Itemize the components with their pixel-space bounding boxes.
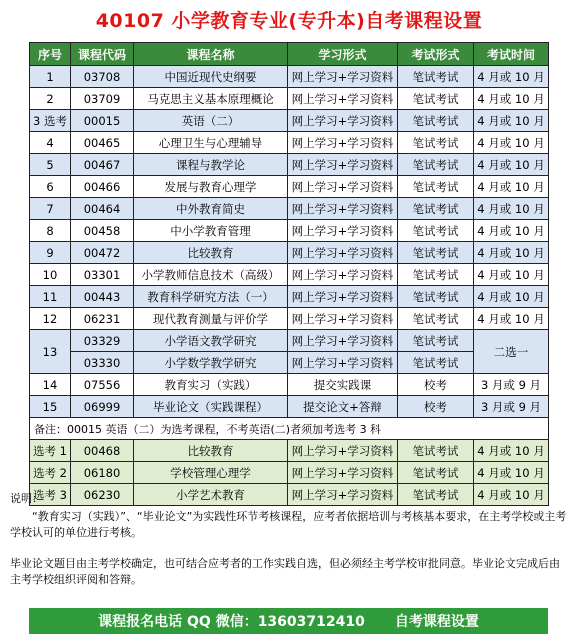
exam-mode: 笔试考试 — [398, 88, 474, 110]
study-mode: 网上学习+学习资料 — [288, 440, 398, 462]
page-title: 40107 小学教育专业(专升本)自考课程设置 — [95, 10, 483, 32]
explain-heading: 说明： — [10, 492, 43, 505]
course-code: 00015 — [71, 110, 134, 132]
course-name: 现代教育测量与评价学 — [134, 308, 288, 330]
course-name: 中国近现代史纲要 — [134, 66, 288, 88]
exam-mode: 笔试考试 — [398, 440, 474, 462]
study-mode: 网上学习+学习资料 — [288, 352, 398, 374]
exam-mode: 笔试考试 — [398, 176, 474, 198]
table-row — [30, 396, 549, 418]
study-mode: 网上学习+学习资料 — [288, 110, 398, 132]
table-row — [30, 176, 549, 198]
contact-text: 课程报名电话 QQ 微信：13603712410 — [98, 614, 365, 630]
table-row — [30, 198, 549, 220]
course-name: 中外教育简史 — [134, 198, 288, 220]
course-name: 教育科学研究方法（一） — [134, 286, 288, 308]
exam-time: 4 月或 10 月 — [474, 308, 549, 330]
exam-mode: 笔试考试 — [398, 220, 474, 242]
table-row — [30, 264, 549, 286]
study-mode: 网上学习+学习资料 — [288, 484, 398, 506]
exam-time: 4 月或 10 月 — [474, 286, 549, 308]
course-name: 心理卫生与心理辅导 — [134, 132, 288, 154]
explain-paragraph-2: 毕业论文题目由主考学校确定，也可结合应考者的工作实践自选，但必须经主考学校审批同意。毕业论文完成后由主考学校组织评阅和答辩。 — [10, 557, 560, 586]
course-name: 比较教育 — [134, 242, 288, 264]
header-time: 考试时间 — [474, 43, 549, 66]
row-number: 选考 3 — [30, 484, 71, 506]
banner-label: 自考课程设置 — [394, 614, 479, 630]
exam-time: 4 月或 10 月 — [474, 484, 549, 506]
exam-time: 4 月或 10 月 — [474, 176, 549, 198]
header-no: 序号 — [30, 43, 71, 66]
course-name: 发展与教育心理学 — [134, 176, 288, 198]
study-mode: 网上学习+学习资料 — [288, 462, 398, 484]
course-name: 比较教育 — [134, 440, 288, 462]
exam-mode: 笔试考试 — [398, 308, 474, 330]
course-code: 00465 — [71, 132, 134, 154]
row-number: 1 — [30, 66, 71, 88]
exam-mode: 笔试考试 — [398, 110, 474, 132]
header-exam: 考试形式 — [398, 43, 474, 66]
header-study: 学习形式 — [288, 43, 398, 66]
table-row — [30, 220, 549, 242]
table-row — [30, 462, 549, 484]
row-number: 7 — [30, 198, 71, 220]
row-number: 选考 2 — [30, 462, 71, 484]
exam-time: 3 月或 9 月 — [474, 396, 549, 418]
row-number: 8 — [30, 220, 71, 242]
row-number: 3 选考 — [30, 110, 71, 132]
row-number: 12 — [30, 308, 71, 330]
table-row — [30, 88, 549, 110]
study-mode: 网上学习+学习资料 — [288, 88, 398, 110]
study-mode: 网上学习+学习资料 — [288, 176, 398, 198]
course-code: 00472 — [71, 242, 134, 264]
exam-mode: 笔试考试 — [398, 154, 474, 176]
course-name: 毕业论文（实践课程） — [134, 396, 288, 418]
exam-time: 4 月或 10 月 — [474, 462, 549, 484]
course-name: 中小学教育管理 — [134, 220, 288, 242]
study-mode: 网上学习+学习资料 — [288, 308, 398, 330]
study-mode: 网上学习+学习资料 — [288, 242, 398, 264]
course-code: 07556 — [71, 374, 134, 396]
table-body — [30, 66, 549, 506]
exam-mode: 笔试考试 — [398, 132, 474, 154]
course-code: 00443 — [71, 286, 134, 308]
course-code: 03709 — [71, 88, 134, 110]
study-mode: 提交论文+答辩 — [288, 396, 398, 418]
course-code: 00464 — [71, 198, 134, 220]
exam-time: 4 月或 10 月 — [474, 242, 549, 264]
exam-time: 4 月或 10 月 — [474, 66, 549, 88]
row-number: 11 — [30, 286, 71, 308]
course-name: 学校管理心理学 — [134, 462, 288, 484]
course-name: 课程与教学论 — [134, 154, 288, 176]
table-row — [30, 242, 549, 264]
exam-time: 4 月或 10 月 — [474, 132, 549, 154]
study-mode: 提交实践课 — [288, 374, 398, 396]
exam-time: 二选一 — [474, 330, 549, 374]
note-text: 备注：00015 英语（二）为选考课程，不考英语(二)者须加考选考 3 科 — [30, 418, 549, 440]
course-name: 教育实习（实践） — [134, 374, 288, 396]
course-name: 英语（二） — [134, 110, 288, 132]
course-code: 06230 — [71, 484, 134, 506]
course-code: 06231 — [71, 308, 134, 330]
table-row — [30, 132, 549, 154]
table-row — [30, 286, 549, 308]
exam-mode: 笔试考试 — [398, 352, 474, 374]
exam-mode: 校考 — [398, 374, 474, 396]
course-code: 06999 — [71, 396, 134, 418]
note-row — [30, 418, 549, 440]
course-code: 00468 — [71, 440, 134, 462]
row-number: 14 — [30, 374, 71, 396]
course-code: 03330 — [71, 352, 134, 374]
exam-time: 4 月或 10 月 — [474, 198, 549, 220]
course-name: 小学艺术教育 — [134, 484, 288, 506]
row-number: 选考 1 — [30, 440, 71, 462]
study-mode: 网上学习+学习资料 — [288, 220, 398, 242]
exam-time: 4 月或 10 月 — [474, 154, 549, 176]
exam-mode: 笔试考试 — [398, 66, 474, 88]
row-number: 10 — [30, 264, 71, 286]
course-table — [29, 42, 549, 506]
exam-mode: 笔试考试 — [398, 462, 474, 484]
row-number: 4 — [30, 132, 71, 154]
row-number: 13 — [30, 330, 71, 374]
course-name: 马克思主义基本原理概论 — [134, 88, 288, 110]
course-code: 03329 — [71, 330, 134, 352]
course-code: 00458 — [71, 220, 134, 242]
exam-time: 4 月或 10 月 — [474, 110, 549, 132]
row-number: 2 — [30, 88, 71, 110]
course-code: 00466 — [71, 176, 134, 198]
row-number: 6 — [30, 176, 71, 198]
header-code: 课程代码 — [71, 43, 134, 66]
exam-time: 4 月或 10 月 — [474, 440, 549, 462]
exam-mode: 笔试考试 — [398, 330, 474, 352]
exam-time: 4 月或 10 月 — [474, 88, 549, 110]
contact-banner — [29, 608, 548, 634]
row-number: 5 — [30, 154, 71, 176]
table-row — [30, 154, 549, 176]
exam-mode: 笔试考试 — [398, 242, 474, 264]
table-row — [30, 308, 549, 330]
course-name: 小学数学教学研究 — [134, 352, 288, 374]
exam-mode: 笔试考试 — [398, 198, 474, 220]
course-code: 00467 — [71, 154, 134, 176]
header-name: 课程名称 — [134, 43, 288, 66]
study-mode: 网上学习+学习资料 — [288, 132, 398, 154]
table-row — [30, 352, 549, 374]
table-row — [30, 374, 549, 396]
exam-time: 4 月或 10 月 — [474, 220, 549, 242]
study-mode: 网上学习+学习资料 — [288, 66, 398, 88]
table-header-row — [30, 43, 549, 66]
exam-time: 3 月或 9 月 — [474, 374, 549, 396]
exam-mode: 笔试考试 — [398, 484, 474, 506]
exam-time: 4 月或 10 月 — [474, 264, 549, 286]
table-row — [30, 66, 549, 88]
row-number: 9 — [30, 242, 71, 264]
study-mode: 网上学习+学习资料 — [288, 198, 398, 220]
course-code: 03301 — [71, 264, 134, 286]
explain-paragraph-1: “教育实习（实践）”、“毕业论文”为实践性环节考核课程，应考者依据培训与考核基本要求，在主考学校或主考学校认可的单位进行考核。 — [10, 510, 567, 539]
table-row — [30, 330, 549, 352]
course-name: 小学教师信息技术（高级） — [134, 264, 288, 286]
course-code: 06180 — [71, 462, 134, 484]
exam-mode: 笔试考试 — [398, 264, 474, 286]
table-row — [30, 110, 549, 132]
table-row — [30, 440, 549, 462]
study-mode: 网上学习+学习资料 — [288, 330, 398, 352]
course-name: 小学语文教学研究 — [134, 330, 288, 352]
course-code: 03708 — [71, 66, 134, 88]
exam-mode: 校考 — [398, 396, 474, 418]
study-mode: 网上学习+学习资料 — [288, 264, 398, 286]
exam-mode: 笔试考试 — [398, 286, 474, 308]
row-number: 15 — [30, 396, 71, 418]
study-mode: 网上学习+学习资料 — [288, 154, 398, 176]
study-mode: 网上学习+学习资料 — [288, 286, 398, 308]
